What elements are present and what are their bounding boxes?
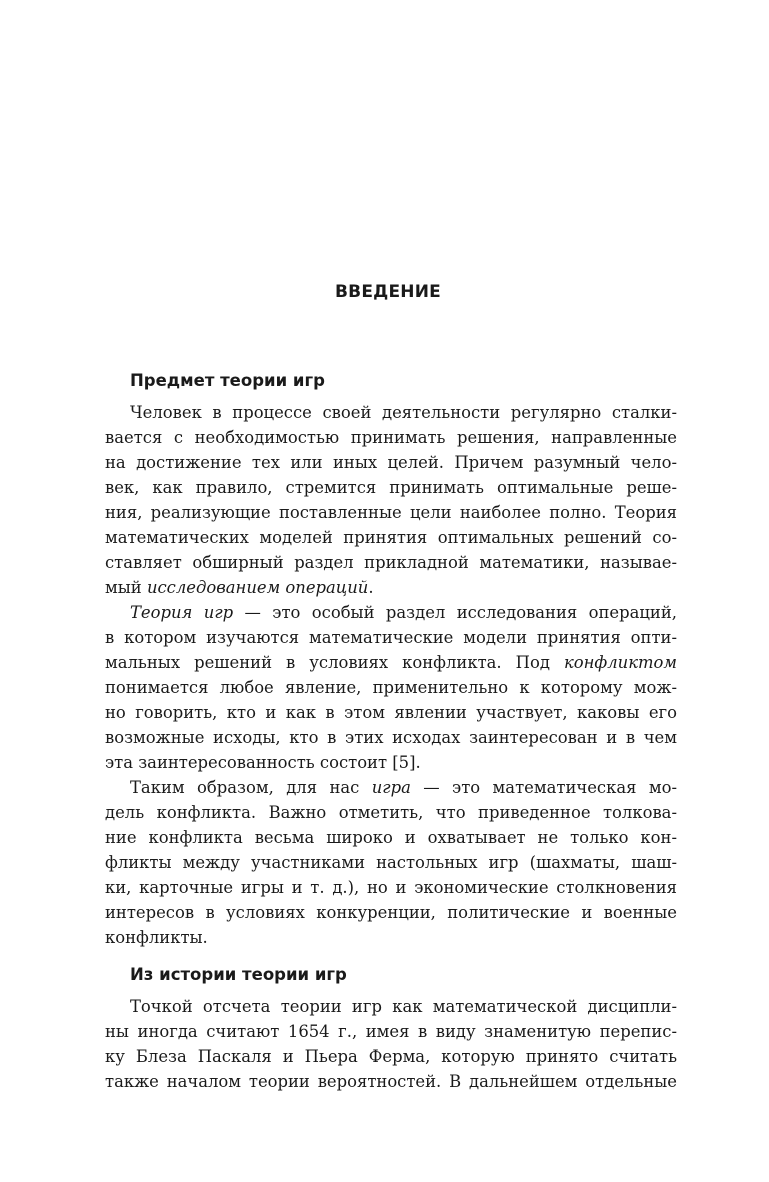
text-line: ны иногда считают 1654 г., имея в виду знаменитую перепис-	[105, 1022, 677, 1041]
book-page	[105, 0, 677, 1182]
text-line: конфликты.	[105, 928, 208, 947]
paragraph	[105, 994, 677, 1094]
text-line: в котором изучаются математические модели принятия опти-	[105, 628, 677, 647]
text-line: дель конфликта. Важно отметить, что приведенное толкова-	[105, 803, 677, 822]
text-line: мый исследованием операций.	[105, 578, 374, 597]
paragraph	[105, 400, 677, 600]
text-line: ставляет обширный раздел прикладной математики, называе-	[105, 553, 677, 572]
chapter-title: ВВЕДЕНИЕ	[335, 282, 441, 302]
text-line: ние конфликта весьма широко и охватывает не только кон-	[105, 828, 677, 847]
text-line: фликты между участниками настольных игр (шахматы, шаш-	[105, 853, 677, 872]
text-line: Теория игр — это особый раздел исследования операций,	[130, 603, 677, 622]
text-line: но говорить, кто и как в этом явлении участвует, каковы его	[105, 703, 677, 722]
text-line: ния, реализующие поставленные цели наиболее полно. Теория	[105, 503, 677, 522]
text-line: эта заинтересованность состоит [5].	[105, 753, 421, 772]
text-line: возможные исходы, кто в этих исходах заинтересован и в чем	[105, 728, 677, 747]
text-line: мальных решений в условиях конфликта. Под конфликтом	[105, 653, 677, 672]
text-line: век, как правило, стремится принимать оптимальные реше-	[105, 478, 677, 497]
italic-term: Теория игр	[130, 603, 234, 622]
section-heading-history: Из истории теории игр	[130, 965, 347, 984]
section-history-body	[105, 994, 677, 1094]
paragraph	[105, 775, 677, 950]
text-line: интересов в условиях конкуренции, политические и военные	[105, 903, 677, 922]
text-line: понимается любое явление, применительно к которому мож-	[105, 678, 677, 697]
text-line: на достижение тех или иных целей. Причем разумный чело-	[105, 453, 677, 472]
text-line: ку Блеза Паскаля и Пьера Ферма, которую принято считать	[105, 1047, 677, 1066]
text-line: вается с необходимостью принимать решения, направленные	[105, 428, 677, 447]
text-line: также началом теории вероятностей. В дальнейшем отдельные	[105, 1072, 677, 1091]
italic-term: исследованием операций	[146, 578, 369, 597]
text-line: Человек в процессе своей деятельности регулярно сталки-	[130, 403, 677, 422]
italic-term: игра	[371, 778, 411, 797]
text-line: Таким образом, для нас игра — это математическая мо-	[130, 778, 677, 797]
text-line: математических моделей принятия оптимальных решений со-	[105, 528, 677, 547]
text-line: Точкой отсчета теории игр как математической дисципли-	[130, 997, 677, 1016]
paragraph	[105, 600, 677, 775]
text-line: ки, карточные игры и т. д.), но и экономические столкновения	[105, 878, 677, 897]
section-subject-body	[105, 400, 677, 950]
italic-term: конфликтом	[563, 653, 677, 672]
section-heading-subject: Предмет теории игр	[130, 371, 325, 390]
